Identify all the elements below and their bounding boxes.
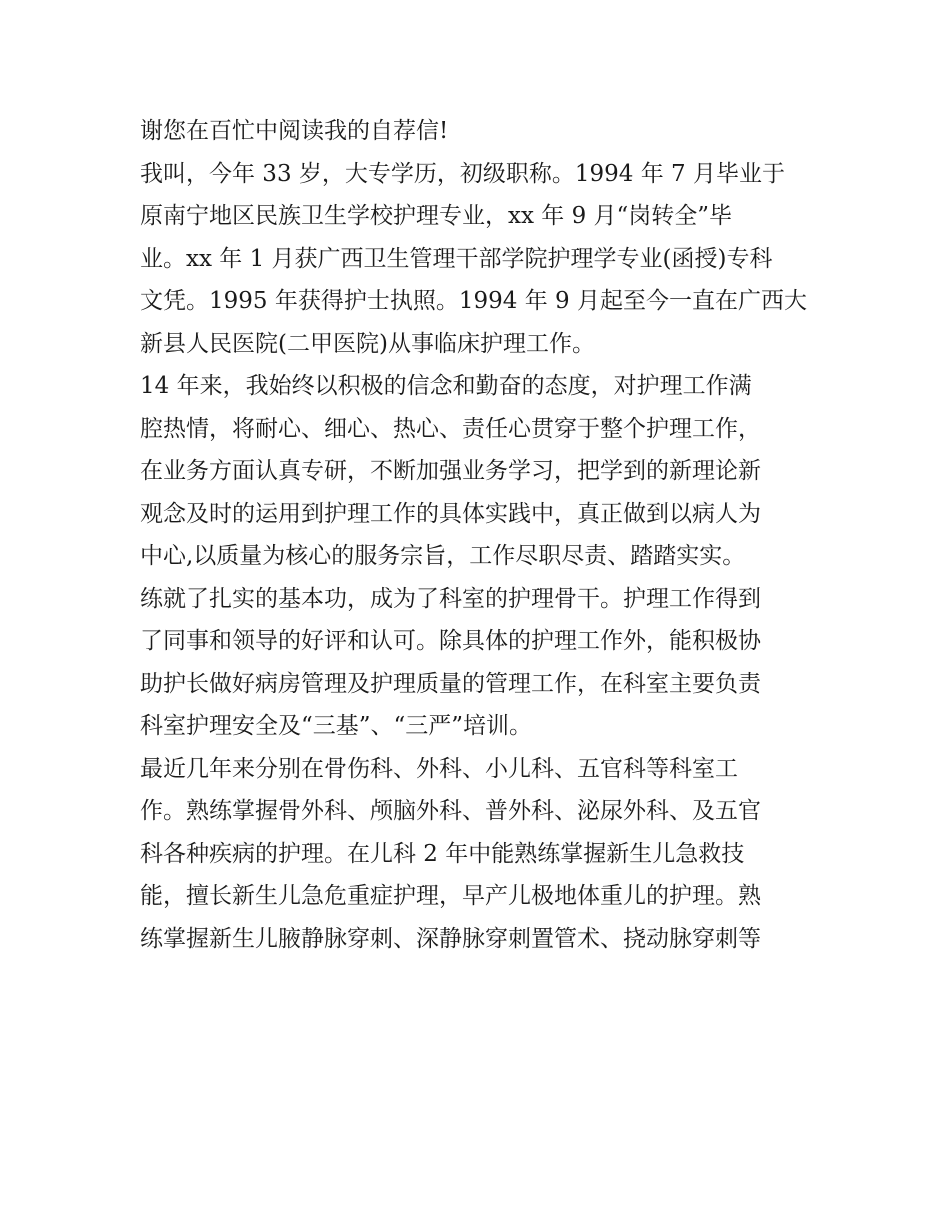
text-line: 业。xx 年 1 月获广西卫生管理干部学院护理学专业(函授)专科 [140, 245, 773, 272]
text-line: 观念及时的运用到护理工作的具体实践中，真正做到以病人为 [140, 500, 761, 527]
text-line: 科室护理安全及“三基”、“三严”培训。 [140, 713, 533, 739]
text-line: 14 年来，我始终以积极的信念和勤奋的态度，对护理工作满 [140, 373, 752, 399]
text-line: 中心,以质量为核心的服务宗旨，工作尽职尽责、踏踏实实。 [140, 543, 746, 569]
text-line: 我叫，今年 33 岁，大专学历，初级职称。1994 年 7 月毕业于 [140, 160, 785, 187]
text-line: 科各种疾病的护理。在儿科 2 年中能熟练掌握新生儿急救技 [140, 840, 745, 867]
text-line: 能，擅长新生儿急危重症护理，早产儿极地体重儿的护理。熟 [140, 883, 761, 909]
text-line: 谢您在百忙中阅读我的自荐信! [140, 118, 449, 144]
text-line: 原南宁地区民族卫生学校护理专业，xx 年 9 月“岗转全”毕 [140, 203, 733, 229]
text-line: 新县人民医院(二甲医院)从事临床护理工作。 [140, 330, 595, 357]
text-line: 助护长做好病房管理及护理质量的管理工作，在科室主要负责 [140, 670, 761, 697]
letter-body [140, 110, 820, 960]
text-line: 练掌握新生儿腋静脉穿刺、深静脉穿刺置管术、挠动脉穿刺等 [140, 925, 761, 952]
text-line: 文凭。1995 年获得护士执照。1994 年 9 月起至今一直在广西大 [140, 288, 807, 314]
text-line: 练就了扎实的基本功，成为了科室的护理骨干。护理工作得到 [140, 585, 761, 612]
text-line: 最近几年来分别在骨伤科、外科、小儿科、五官科等科室工 [140, 755, 738, 782]
text-line: 作。熟练掌握骨外科、颅脑外科、普外科、泌尿外科、及五官 [140, 798, 761, 824]
text-line: 了同事和领导的好评和认可。除具体的护理工作外，能积极协 [140, 628, 761, 654]
text-line: 在业务方面认真专研，不断加强业务学习，把学到的新理论新 [140, 458, 761, 484]
text-line: 腔热情，将耐心、细心、热心、责任心贯穿于整个护理工作， [140, 415, 761, 442]
